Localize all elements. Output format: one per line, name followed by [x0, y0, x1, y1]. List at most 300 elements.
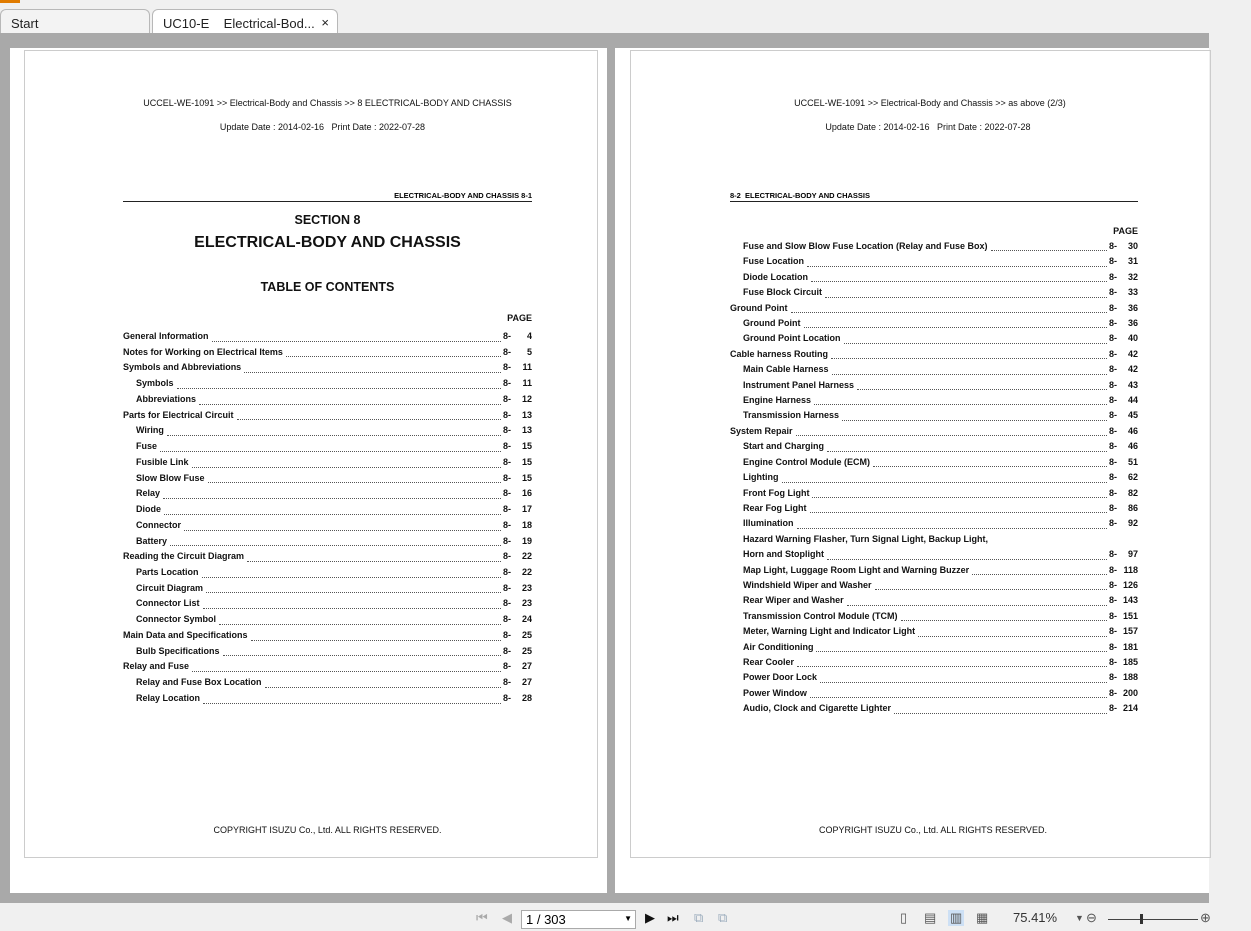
toc-entry-label: Battery [136, 535, 168, 546]
section-prefix: 8- [1109, 395, 1118, 406]
toc-entry-label: Connector Symbol [136, 614, 217, 625]
toc-entry-label: Relay and Fuse Box Location [136, 677, 262, 688]
page-number: 86 [1127, 502, 1138, 513]
section-prefix: 8- [503, 456, 512, 467]
leader-dots [873, 466, 1107, 467]
leader-dots [820, 682, 1107, 683]
toc-entry[interactable] [730, 547, 1138, 562]
zoom-level[interactable]: 75.41% [1013, 910, 1058, 925]
close-icon[interactable]: × [321, 15, 329, 30]
toc-list [123, 329, 532, 707]
copyright: COPYRIGHT ISUZU Co., Ltd. ALL RIGHTS RESERVED. [213, 825, 442, 835]
toc-entry[interactable] [730, 563, 1138, 578]
toc-entry[interactable] [730, 316, 1138, 331]
tab-document[interactable] [152, 9, 338, 34]
toc-entry-page [1109, 439, 1138, 454]
leader-dots [163, 498, 501, 499]
page-number: 42 [1127, 348, 1138, 359]
page-number: 31 [1127, 256, 1138, 267]
toc-entry-page [1109, 393, 1138, 408]
section-prefix: 8- [1109, 656, 1118, 667]
leader-dots [807, 266, 1107, 267]
document-viewer [0, 33, 1209, 903]
toc-entry-label: Start and Charging [743, 441, 825, 452]
page-number: 46 [1127, 441, 1138, 452]
toc-entry-page [1109, 701, 1138, 716]
toc-entry-label: Symbols and Abbreviations [123, 362, 242, 373]
page-number: 97 [1127, 549, 1138, 560]
toc-entry[interactable] [123, 345, 532, 361]
tab-bar [0, 0, 1209, 33]
toc-entry[interactable] [730, 408, 1138, 423]
running-header: ELECTRICAL-BODY AND CHASSIS 8-1 [123, 191, 532, 202]
section-prefix: 8- [503, 504, 512, 515]
leader-dots [244, 372, 501, 373]
toc-entry-label: Instrument Panel Harness [743, 379, 855, 390]
section-prefix: 8- [1109, 425, 1118, 436]
leader-dots [894, 713, 1107, 714]
page-number: 18 [521, 519, 532, 530]
leader-dots [223, 655, 501, 656]
section-prefix: 8- [1109, 241, 1118, 251]
toc-entry[interactable] [123, 534, 532, 550]
page-number: 143 [1122, 595, 1138, 606]
toc-entry-label: Air Conditioning [743, 641, 814, 652]
toc-entry-label: Power Window [743, 687, 807, 698]
toc-entry-label: Relay and Fuse [123, 661, 190, 672]
toc-entry-label: Front Fog Light [743, 487, 810, 498]
toc-entry-page [1109, 655, 1138, 670]
section-prefix: 8- [503, 645, 512, 656]
section-prefix: 8- [1109, 502, 1118, 513]
last-page-icon[interactable]: ⏭ [667, 910, 679, 925]
breadcrumb: UCCEL-WE-1091 >> Electrical-Body and Chassis >> 8 ELECTRICAL-BODY AND CHASSIS [143, 98, 512, 108]
section-prefix: 8- [503, 567, 512, 578]
toc-entry-page [1109, 501, 1138, 516]
toc-entry[interactable] [123, 329, 532, 345]
toc-entry-page [503, 455, 532, 471]
page-number: 22 [521, 551, 532, 562]
toc-entry[interactable] [123, 471, 532, 487]
toc-entry[interactable] [123, 502, 532, 518]
toc-entry[interactable] [730, 455, 1138, 470]
page-number: 25 [521, 645, 532, 656]
leader-dots [797, 528, 1108, 529]
single-page-icon[interactable]: ▯ [900, 910, 908, 925]
leader-dots [972, 574, 1107, 575]
toc-entry[interactable] [123, 644, 532, 660]
toc-entry-label: Windshield Wiper and Washer [743, 579, 872, 590]
leader-dots [875, 589, 1107, 590]
toc-entry[interactable] [730, 393, 1138, 408]
toc-entry-page [503, 345, 532, 361]
page-number: 32 [1127, 271, 1138, 282]
toc-entry[interactable] [730, 424, 1138, 439]
section-prefix: 8- [1109, 271, 1118, 282]
toc-entry-page [1109, 331, 1138, 346]
section-prefix: 8- [503, 441, 512, 452]
toc-entry-page [503, 644, 532, 660]
toc-entry[interactable] [123, 408, 532, 424]
toc-entry-label: Hazard Warning Flasher, Turn Signal Light, Backup Light, [743, 533, 989, 544]
toc-entry[interactable] [730, 378, 1138, 393]
toc-entry[interactable] [730, 516, 1138, 531]
toc-entry-page [503, 659, 532, 675]
toc-entry-page [1109, 609, 1138, 624]
leader-dots [816, 651, 1107, 652]
section-prefix: 8- [503, 425, 512, 436]
toc-entry-page [503, 581, 532, 597]
leader-dots [832, 374, 1107, 375]
two-page-continuous-icon[interactable]: ▦ [976, 910, 989, 925]
toc-entry-label: Circuit Diagram [136, 582, 204, 593]
section-prefix: 8- [503, 582, 512, 593]
toc-entry-page [503, 691, 532, 707]
section-prefix: 8- [1109, 302, 1118, 313]
page-number: 45 [1127, 410, 1138, 421]
section-prefix: 8- [1109, 333, 1118, 344]
toc-entry-page [503, 439, 532, 455]
toc-entry-label: Ground Point [743, 318, 801, 329]
leader-dots [237, 419, 501, 420]
section-prefix: 8- [503, 362, 512, 373]
section-prefix: 8- [1109, 564, 1118, 575]
section-prefix: 8- [503, 472, 512, 483]
toc-entry-label: Cable harness Routing [730, 348, 829, 359]
section-prefix: 8- [1109, 672, 1118, 683]
leader-dots [847, 605, 1107, 606]
toc-entry-label: Engine Harness [743, 395, 812, 406]
page-number: 27 [521, 661, 532, 672]
toc-entry-page [503, 628, 532, 644]
zoom-slider[interactable] [1108, 919, 1198, 920]
toc-entry[interactable] [730, 670, 1138, 685]
toc-entry-page [503, 549, 532, 565]
toc-entry[interactable] [123, 612, 532, 628]
page-number: 42 [1127, 364, 1138, 375]
section-prefix: 8- [503, 346, 512, 357]
section-prefix: 8- [1109, 379, 1118, 390]
toc-entry-label: Slow Blow Fuse [136, 472, 205, 483]
leader-dots [842, 420, 1107, 421]
leader-dots [177, 388, 501, 389]
toc-entry[interactable] [730, 239, 1138, 254]
section-prefix: 8- [503, 378, 512, 389]
toc-entry-label: Transmission Control Module (TCM) [743, 610, 898, 621]
toc-entry-page [1109, 686, 1138, 701]
toc-entry-label: Connector List [136, 598, 200, 609]
page-number: 118 [1123, 564, 1138, 575]
page-number: 5 [526, 346, 532, 357]
section-prefix: 8- [1109, 610, 1118, 621]
toc-entry-page [503, 502, 532, 518]
toc-entry[interactable] [123, 423, 532, 439]
leader-dots [797, 666, 1107, 667]
toc-entry[interactable] [123, 675, 532, 691]
toc-entry-label: Bulb Specifications [136, 645, 220, 656]
toc-entry-page [503, 423, 532, 439]
section-prefix: 8- [503, 551, 512, 562]
toc-entry[interactable] [123, 628, 532, 644]
toc-entry-page [503, 408, 532, 424]
page-number: 13 [521, 425, 532, 436]
section-prefix: 8- [503, 519, 512, 530]
running-header: 8-2 ELECTRICAL-BODY AND CHASSIS [730, 191, 1138, 202]
toc-entry-page [503, 471, 532, 487]
leader-dots [265, 687, 501, 688]
toc-entry[interactable] [123, 581, 532, 597]
first-page-icon[interactable]: ⏮ [476, 910, 488, 925]
toc-entry[interactable] [730, 609, 1138, 624]
toc-entry-label: System Repair [730, 425, 793, 436]
leader-dots [918, 636, 1107, 637]
page-number: 13 [521, 409, 532, 420]
leader-dots [247, 561, 501, 562]
page-number: 36 [1127, 318, 1138, 329]
leader-dots [192, 671, 501, 672]
toc-entry[interactable] [730, 301, 1138, 316]
leader-dots [901, 620, 1108, 621]
leader-dots [810, 512, 1108, 513]
toc-entry[interactable] [730, 593, 1138, 608]
section-prefix: 8- [1109, 441, 1118, 452]
toc-entry-page [1109, 470, 1138, 485]
section-prefix: 8- [1109, 579, 1118, 590]
leader-dots [208, 482, 501, 483]
toc-entry[interactable] [730, 624, 1138, 639]
page-number: 23 [521, 582, 532, 593]
section-prefix: 8- [1109, 549, 1118, 560]
toc-entry-label: Horn and Stoplight [743, 549, 824, 560]
leader-dots [804, 327, 1108, 328]
toc-entry-label: General Information [123, 331, 209, 341]
toc-entry-label: Reading the Circuit Diagram [123, 551, 245, 562]
toc-entry[interactable] [123, 486, 532, 502]
page-number: 200 [1122, 687, 1138, 698]
zoom-dropdown-icon[interactable]: ▼ [1075, 913, 1084, 923]
forward-view-icon[interactable]: ⧉ [718, 910, 728, 925]
toc-entry-page [1109, 516, 1138, 531]
toc-entry-page [1109, 624, 1138, 639]
toc-entry[interactable] [730, 470, 1138, 485]
toc-entry[interactable] [730, 640, 1138, 655]
toc-entry-label: Rear Cooler [743, 656, 795, 667]
toc-entry-page [1109, 640, 1138, 655]
toc-entry-label: Main Data and Specifications [123, 629, 248, 640]
toc-entry-page [503, 534, 532, 550]
toc-entry[interactable] [123, 455, 532, 471]
section-prefix: 8- [1109, 456, 1118, 467]
section-prefix: 8- [1109, 410, 1118, 421]
page-number: 12 [521, 393, 532, 404]
toc-entry[interactable] [730, 501, 1138, 516]
toc-entry-page [1109, 316, 1138, 331]
copyright: COPYRIGHT ISUZU Co., Ltd. ALL RIGHTS RESERVED. [819, 825, 1047, 835]
section-prefix: 8- [503, 598, 512, 609]
toc-entry[interactable] [730, 701, 1138, 716]
toc-entry-label: Abbreviations [136, 393, 197, 404]
page-number: 33 [1127, 287, 1138, 298]
leader-dots [212, 341, 501, 342]
toc-entry-label: Engine Control Module (ECM) [743, 456, 870, 467]
section-prefix: 8- [503, 393, 512, 404]
toc-entry-page [1109, 455, 1138, 470]
toc-entry-page [1109, 301, 1138, 316]
toc-entry[interactable] [730, 347, 1138, 362]
toc-entry-page [1109, 285, 1138, 300]
toc-entry[interactable] [730, 362, 1138, 377]
toc-entry[interactable] [730, 331, 1138, 346]
toc-entry-label: Illumination [743, 518, 794, 529]
page-number: 27 [521, 677, 532, 688]
two-page-icon[interactable]: ▥ [950, 910, 963, 925]
previous-page-icon[interactable]: ◀ [502, 910, 512, 925]
toc-entry-label: Rear Wiper and Washer [743, 595, 844, 606]
toc-entry[interactable] [123, 596, 532, 612]
app-accent [0, 0, 20, 3]
section-prefix: 8- [1109, 687, 1118, 698]
tab-label: UC10-E Electrical-Bod... [163, 16, 315, 31]
toc-entry-label: Ground Point [730, 302, 788, 313]
toc-entry[interactable] [123, 549, 532, 565]
toc-entry[interactable] [730, 655, 1138, 670]
toc-entry-page [503, 376, 532, 392]
page-number: 157 [1122, 626, 1138, 637]
page-1 [10, 48, 607, 893]
section-prefix: 8- [503, 535, 512, 546]
toc-entry-label: Wiring [136, 425, 164, 436]
toc-entry[interactable] [730, 254, 1138, 269]
page-number-input[interactable]: 1 / 303 ▼ [521, 910, 636, 929]
toc-entry-label: Parts Location [136, 567, 199, 578]
tab-start[interactable] [0, 9, 150, 34]
toc-entry[interactable] [123, 360, 532, 376]
toc-entry[interactable] [730, 532, 1138, 547]
toc-entry-label: Fusible Link [136, 456, 189, 467]
toc-entry-page [503, 675, 532, 691]
toc-entry-label: Rear Fog Light [743, 502, 807, 513]
toc-entry-page [503, 360, 532, 376]
page-number: 25 [521, 629, 532, 640]
toc-entry[interactable] [123, 659, 532, 675]
toc-entry[interactable] [730, 686, 1138, 701]
section-prefix: 8- [1109, 318, 1118, 329]
page-number: 24 [521, 614, 532, 625]
toc-entry[interactable] [123, 376, 532, 392]
toc-entry-page [1109, 424, 1138, 439]
toc-entry-page [503, 518, 532, 534]
tab-label: Start [11, 16, 39, 31]
zoom-in-icon[interactable]: ⊕ [1200, 910, 1211, 925]
toc-entry[interactable] [730, 285, 1138, 300]
toc-entry[interactable] [123, 691, 532, 707]
page-number: 17 [521, 504, 532, 515]
page-number: 15 [521, 456, 532, 467]
next-page-icon[interactable]: ▶ [645, 910, 655, 925]
toc-entry[interactable] [730, 439, 1138, 454]
page-number: 19 [521, 535, 532, 546]
zoom-out-icon[interactable]: ⊖ [1086, 910, 1097, 925]
section-prefix: 8- [1109, 518, 1118, 529]
toc-entry-label: Transmission Harness [743, 410, 840, 421]
section-prefix: 8- [503, 331, 512, 341]
page-number: 16 [521, 488, 532, 499]
page-number: 40 [1127, 333, 1138, 344]
dates: Update Date : 2014-02-16 Print Date : 2022-07-28 [825, 122, 1031, 132]
leader-dots [219, 624, 501, 625]
page-number: 15 [521, 441, 532, 452]
toc-entry-page [1109, 362, 1138, 377]
toc-entry-label: Lighting [743, 472, 779, 483]
toc-entry-label: Parts for Electrical Circuit [123, 409, 234, 420]
zoom-slider-thumb[interactable] [1140, 914, 1143, 924]
page-number: 22 [521, 567, 532, 578]
section-prefix: 8- [1109, 472, 1118, 483]
page-number: 126 [1122, 579, 1138, 590]
toc-entry-label: Symbols [136, 378, 174, 389]
toc-entry[interactable] [730, 270, 1138, 285]
toc-entry-page [1109, 486, 1138, 501]
page-number: 82 [1127, 487, 1138, 498]
toc-entry[interactable] [123, 392, 532, 408]
leader-dots [206, 592, 501, 593]
leader-dots [810, 697, 1107, 698]
toc-entry[interactable] [123, 439, 532, 455]
toc-entry[interactable] [123, 518, 532, 534]
toc-entry[interactable] [123, 565, 532, 581]
toc-entry[interactable] [730, 578, 1138, 593]
toc-entry-page [1109, 254, 1138, 269]
leader-dots [857, 389, 1107, 390]
toc-entry-page [503, 612, 532, 628]
section-prefix: 8- [1109, 348, 1118, 359]
toc-entry[interactable] [730, 486, 1138, 501]
page-number: 36 [1127, 302, 1138, 313]
leader-dots [199, 404, 501, 405]
toc-entry-label: Connector [136, 519, 181, 530]
leader-dots [164, 514, 501, 515]
toc-entry-page [503, 596, 532, 612]
leader-dots [160, 451, 501, 452]
section-prefix: 8- [1109, 703, 1118, 714]
page-number: 28 [521, 692, 532, 703]
leader-dots [286, 356, 501, 357]
leader-dots [184, 530, 501, 531]
toc-entry-label: Diode [136, 504, 162, 515]
leader-dots [192, 467, 501, 468]
continuous-icon[interactable]: ▤ [924, 910, 937, 925]
page-number: 11 [522, 362, 532, 373]
leader-dots [782, 482, 1108, 483]
toc-entry-label: Meter, Warning Light and Indicator Light [743, 626, 916, 637]
toc-entry-page [1109, 239, 1138, 254]
page-number: 51 [1127, 456, 1138, 467]
section-number: SECTION 8 [294, 213, 361, 227]
toc-entry-page [1109, 270, 1138, 285]
leader-dots [796, 435, 1107, 436]
toc-entry-label: Fuse Location [743, 256, 805, 267]
toc-entry-page [1109, 547, 1138, 562]
toc-entry-label: Relay [136, 488, 161, 499]
section-prefix: 8- [503, 488, 512, 499]
back-view-icon[interactable]: ⧉ [694, 910, 704, 925]
toc-list [730, 239, 1138, 717]
section-prefix: 8- [503, 409, 512, 420]
section-prefix: 8- [1109, 256, 1118, 267]
leader-dots [991, 250, 1107, 251]
toc-entry-page [1109, 593, 1138, 608]
toc-entry-page [503, 486, 532, 502]
